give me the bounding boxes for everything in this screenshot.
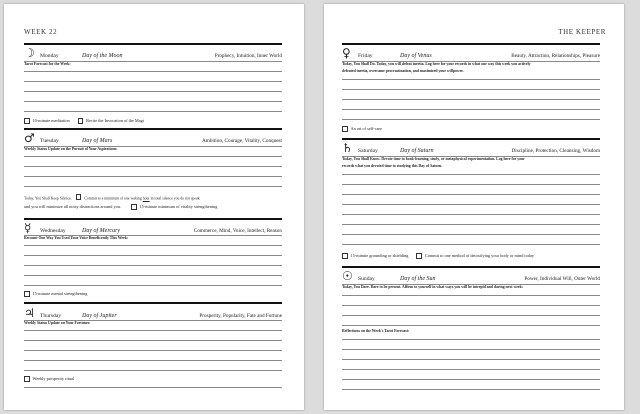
day-keywords: Ambition, Courage, Vitality, Conquest — [202, 138, 282, 144]
day-keywords: Beauty, Attraction, Relationships, Pleasure — [511, 53, 600, 59]
checklist — [24, 291, 282, 297]
day-label: Day of Venus — [400, 53, 432, 59]
writing-line[interactable] — [342, 325, 600, 326]
day-keywords: Power, Individual Will, Outer World — [524, 276, 600, 282]
writing-line[interactable] — [342, 315, 600, 316]
checkbox[interactable] — [78, 118, 84, 124]
day-name: Tuesday — [40, 138, 59, 144]
day-name: Thursday — [40, 313, 62, 319]
writing-line[interactable] — [24, 166, 282, 167]
mercury-icon: ☿ — [24, 221, 32, 235]
day-keywords: Prophecy, Intuition, Inner World — [214, 53, 282, 59]
sunday-header — [342, 268, 600, 282]
checkbox-item[interactable]: 10-minute meditation — [24, 118, 70, 124]
writing-line[interactable] — [342, 359, 600, 360]
checklist — [24, 376, 282, 382]
writing-line[interactable] — [342, 204, 600, 205]
writing-line[interactable] — [24, 350, 282, 351]
writing-line[interactable] — [24, 186, 282, 187]
writing-line[interactable] — [24, 101, 282, 102]
checkbox[interactable] — [24, 291, 30, 297]
divider — [24, 302, 282, 304]
writing-line[interactable] — [342, 89, 600, 90]
day-label: Day of Mercury — [82, 228, 121, 234]
day-name: Monday — [40, 53, 59, 59]
writing-line[interactable] — [342, 234, 600, 235]
saturn-icon: ♄ — [342, 141, 353, 155]
day-label: Day of Mars — [82, 138, 113, 144]
saturday-header — [342, 140, 600, 154]
checkbox-item[interactable]: Recite the Invocation of the Magi — [78, 118, 144, 124]
wednesday-header — [24, 220, 282, 234]
writing-line[interactable] — [342, 369, 600, 370]
thursday-header — [24, 305, 282, 319]
day-name: Friday — [358, 53, 373, 59]
writing-line[interactable] — [342, 79, 600, 80]
venus-icon: ♀ — [342, 46, 351, 60]
writing-line[interactable] — [342, 295, 600, 296]
day-keywords: Commerce, Mind, Voice, Intellect, Reason — [193, 228, 282, 234]
writing-line[interactable] — [342, 214, 600, 215]
prompt: Today, You Shall Know. Devote time to book-learning, study, or metaphysical experimentation. Log here for your records what you devoted time to studying this Day of Saturn. — [342, 157, 525, 168]
writing-line[interactable] — [24, 156, 282, 157]
mars-icon: ♂ — [24, 131, 35, 145]
checklist — [342, 253, 600, 259]
tuesday-header — [24, 130, 282, 144]
friday-header — [342, 45, 600, 59]
prompt: Today, You Shall Do. Today, you will defeat inertia. Log here for your records in what one way this week you actively defeated inertia, overcame procrastination, and maximized your willpower. — [342, 62, 531, 73]
checkbox[interactable] — [76, 194, 82, 200]
writing-line[interactable] — [24, 71, 282, 72]
writing-line[interactable] — [342, 389, 600, 390]
week-header: WEEK 22 — [24, 28, 58, 36]
day-keywords: Discipline, Protection, Cleansing, Wisdom — [511, 148, 600, 154]
monday-header — [24, 45, 282, 59]
line — [24, 387, 282, 388]
sun-icon: ☉ — [342, 269, 353, 283]
prompt: Weekly Status Update on Your Fortunes: — [24, 321, 91, 325]
day-label: Day of Saturn — [400, 148, 434, 154]
prompt: Tarot Forecast for the Week: — [24, 62, 71, 66]
checkbox[interactable] — [24, 118, 30, 124]
silence-instruction: Today, You Shall Keep Silence. Commit to a minimum of one waking hour in total silence you do not speak — [24, 194, 282, 202]
writing-line[interactable] — [24, 91, 282, 92]
checkbox[interactable] — [342, 126, 348, 132]
writing-line[interactable] — [342, 305, 600, 306]
prompt: Recount One Way You Used Your Voice Beneficently This Week: — [24, 236, 129, 240]
day-label: Day of the Moon — [82, 53, 123, 59]
checklist — [342, 126, 600, 132]
writing-line[interactable] — [342, 194, 600, 195]
moon-icon: ☽ — [24, 46, 35, 60]
checkbox-item[interactable]: 15-minute mental strengthening — [24, 291, 87, 297]
silence-line-2: and you will minimize all noisy distractions around you. 15-minute minimum of vitality strengthening — [24, 204, 218, 210]
writing-line[interactable] — [24, 255, 282, 256]
writing-line[interactable] — [342, 119, 600, 120]
jupiter-icon: ♃ — [24, 306, 35, 320]
checkbox-item[interactable]: An art of self-care — [342, 126, 382, 132]
writing-line[interactable] — [24, 275, 282, 276]
writing-line[interactable] — [24, 360, 282, 361]
writing-line[interactable] — [24, 245, 282, 246]
book-header: THE KEEPER — [558, 28, 606, 36]
day-name: Saturday — [358, 148, 378, 154]
writing-line[interactable] — [342, 339, 600, 340]
checkbox-item[interactable]: 15-minute grounding or shielding — [342, 253, 408, 259]
writing-line[interactable] — [24, 285, 282, 286]
writing-line[interactable] — [24, 265, 282, 266]
writing-line[interactable] — [342, 99, 600, 100]
writing-line[interactable] — [342, 184, 600, 185]
writing-line[interactable] — [24, 340, 282, 341]
checkbox[interactable] — [416, 253, 422, 259]
day-label: Day of the Sun — [400, 276, 436, 282]
day-label: Day of Jupiter — [82, 313, 117, 319]
checkbox-item[interactable]: 15-minute minimum of vitality strengthening — [131, 204, 217, 210]
writing-line[interactable] — [342, 174, 600, 175]
checkbox-item[interactable]: Weekly prosperity ritual — [24, 376, 74, 382]
prompt: Today, You Dare. Dare to be present. Affirm to yourself in what ways you will be intrepid and daring next week: — [342, 285, 523, 289]
day-name: Wednesday — [40, 228, 66, 234]
right-page — [324, 4, 624, 410]
checkbox[interactable] — [24, 376, 30, 382]
writing-line[interactable] — [24, 176, 282, 177]
writing-line[interactable] — [24, 111, 282, 112]
writing-line[interactable] — [342, 349, 600, 350]
writing-line[interactable] — [342, 109, 600, 110]
checkbox[interactable] — [131, 204, 137, 210]
left-page — [4, 4, 304, 410]
writing-line[interactable] — [342, 379, 600, 380]
reflection-prompt: Reflections on the Week's Tarot Forecast: — [342, 329, 410, 333]
prompt: Weekly Status Update on the Pursuit of Your Aspirations: — [24, 147, 118, 151]
writing-line[interactable] — [24, 370, 282, 371]
writing-line[interactable] — [24, 330, 282, 331]
writing-line[interactable] — [342, 224, 600, 225]
day-name: Sunday — [358, 276, 375, 282]
writing-line[interactable] — [24, 81, 282, 82]
checklist — [24, 118, 282, 124]
checkbox-item[interactable]: Commit to one method of detoxifying your body or mind today — [416, 253, 534, 259]
day-keywords: Prosperity, Popularity, Fate and Fortune — [199, 313, 282, 319]
writing-line[interactable] — [342, 244, 600, 245]
checkbox[interactable] — [342, 253, 348, 259]
